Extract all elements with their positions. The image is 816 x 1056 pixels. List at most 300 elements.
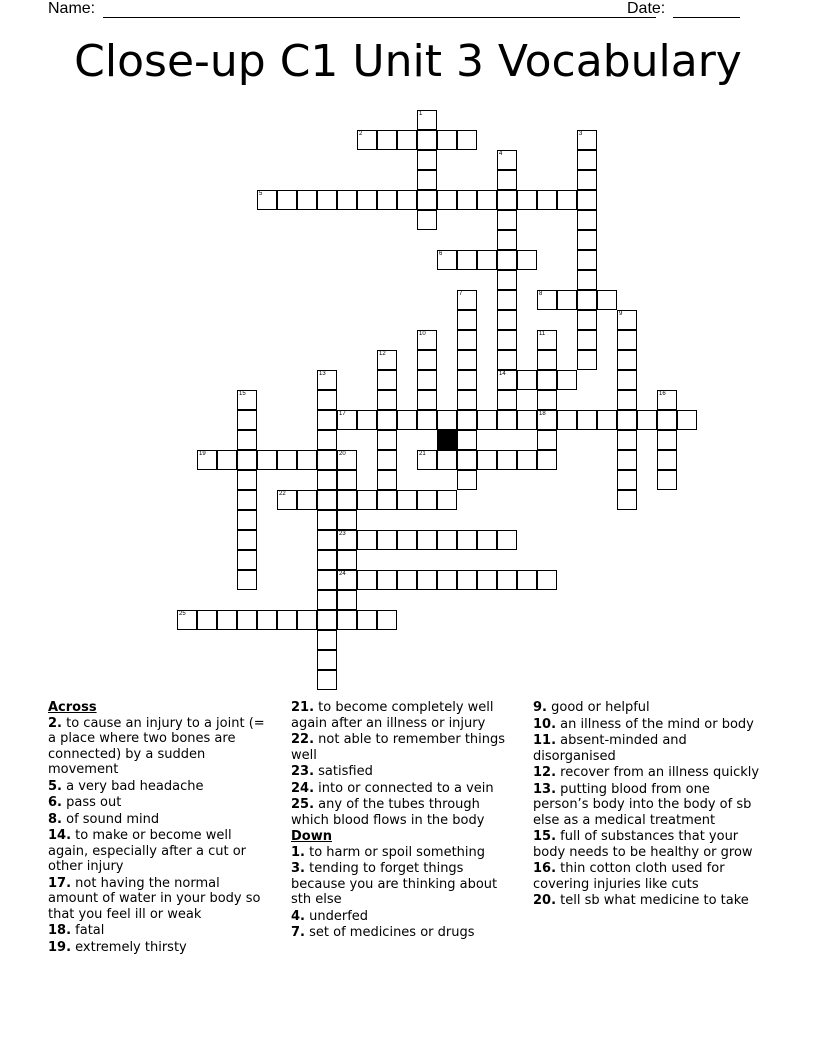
grid-cell[interactable]: [657, 390, 677, 410]
grid-cell[interactable]: [417, 450, 437, 470]
grid-cell[interactable]: [357, 530, 377, 550]
grid-cell[interactable]: [577, 210, 597, 230]
grid-cell[interactable]: [577, 330, 597, 350]
grid-cell[interactable]: [517, 450, 537, 470]
clue-number: 16.: [533, 861, 557, 876]
grid-cell[interactable]: [377, 390, 397, 410]
grid-cell[interactable]: [457, 390, 477, 410]
clues-column-2: [291, 700, 516, 942]
clue-text: set of medicines or drugs: [304, 925, 475, 940]
grid-cell[interactable]: [337, 410, 357, 430]
clue-across-25: [291, 797, 516, 828]
clue-across-5: [48, 779, 273, 795]
grid-cell[interactable]: [337, 490, 357, 510]
clue-down-12: [533, 765, 768, 781]
grid-cell[interactable]: [617, 470, 637, 490]
grid-cell[interactable]: [437, 490, 457, 510]
grid-cell[interactable]: [417, 490, 437, 510]
grid-cell[interactable]: [437, 250, 457, 270]
grid-cell[interactable]: [217, 610, 237, 630]
grid-cell[interactable]: [317, 390, 337, 410]
grid-cell[interactable]: [437, 190, 457, 210]
grid-cell[interactable]: [577, 150, 597, 170]
cell-number: 5: [259, 191, 263, 197]
grid-cell[interactable]: [317, 450, 337, 470]
grid-cell[interactable]: [317, 630, 337, 650]
cell-number: 23: [339, 531, 346, 537]
clues-column-3: [533, 700, 768, 910]
grid-cell[interactable]: [517, 410, 537, 430]
grid-cell[interactable]: [537, 330, 557, 350]
clue-number: 9.: [533, 700, 547, 715]
clue-text: absent-minded and disorganised: [533, 733, 687, 764]
clue-text: not having the normal amount of water in your body so that you feel ill or weak: [48, 875, 261, 922]
grid-cell[interactable]: [237, 410, 257, 430]
grid-cell[interactable]: [577, 310, 597, 330]
clue-down-11: [533, 733, 768, 764]
clue-number: 10.: [533, 716, 557, 732]
grid-cell[interactable]: [317, 490, 337, 510]
cell-number: 20: [339, 451, 346, 457]
grid-cell[interactable]: [537, 390, 557, 410]
across-heading: Across: [48, 700, 97, 715]
grid-cell[interactable]: [337, 190, 357, 210]
cell-number: 19: [199, 451, 206, 457]
grid-cell[interactable]: [617, 490, 637, 510]
grid-cell[interactable]: [677, 410, 697, 430]
grid-cell[interactable]: [457, 290, 477, 310]
grid-cell[interactable]: [277, 490, 297, 510]
clue-across-17: [48, 876, 273, 923]
grid-cell[interactable]: [417, 150, 437, 170]
grid-cell[interactable]: [337, 550, 357, 570]
grid-cell[interactable]: [317, 570, 337, 590]
cell-number: 21: [419, 451, 426, 457]
cell-number: 25: [179, 611, 186, 617]
grid-cell[interactable]: [417, 530, 437, 550]
grid-cell[interactable]: [497, 390, 517, 410]
clue-number: 6.: [48, 795, 62, 810]
cell-number: 16: [659, 391, 666, 397]
grid-cell[interactable]: [577, 130, 597, 150]
clue-number: 8.: [48, 811, 62, 827]
cell-number: 24: [339, 571, 346, 577]
clue-across-14: [48, 828, 273, 875]
cell-number: 9: [619, 311, 623, 317]
grid-cell[interactable]: [237, 470, 257, 490]
grid-cell[interactable]: [317, 530, 337, 550]
grid-cell[interactable]: [237, 570, 257, 590]
grid-cell[interactable]: [477, 570, 497, 590]
grid-cell[interactable]: [617, 450, 637, 470]
clue-text: to make or become well again, especially after a cut or other injury: [48, 828, 246, 874]
grid-cell[interactable]: [617, 370, 637, 390]
grid-cell[interactable]: [597, 290, 617, 310]
grid-cell[interactable]: [537, 350, 557, 370]
grid-cell[interactable]: [457, 310, 477, 330]
grid-cell[interactable]: [257, 450, 277, 470]
clue-number: 3.: [291, 861, 305, 876]
clue-number: 5.: [48, 778, 62, 794]
clue-text: recover from an illness quickly: [556, 765, 760, 780]
clue-number: 2.: [48, 715, 62, 731]
clue-text: good or helpful: [546, 700, 650, 715]
grid-cell[interactable]: [317, 470, 337, 490]
grid-cell[interactable]: [477, 450, 497, 470]
grid-cell[interactable]: [657, 430, 677, 450]
clue-text: not able to remember things well: [291, 732, 506, 763]
grid-cell[interactable]: [457, 470, 477, 490]
grid-cell[interactable]: [617, 410, 637, 430]
grid-cell[interactable]: [497, 330, 517, 350]
cell-number: 6: [439, 251, 443, 257]
cell-number: 18: [539, 411, 546, 417]
grid-cell[interactable]: [537, 450, 557, 470]
grid-cell[interactable]: [637, 410, 657, 430]
grid-cell[interactable]: [557, 370, 577, 390]
clue-text: into or connected to a vein: [314, 780, 494, 796]
clue-across-19: [48, 940, 273, 956]
grid-cell[interactable]: [497, 370, 517, 390]
grid-cell[interactable]: [497, 290, 517, 310]
grid-cell[interactable]: [417, 110, 437, 130]
grid-cell[interactable]: [577, 410, 597, 430]
clue-text: an illness of the mind or body: [556, 716, 754, 732]
clue-text: any of the tubes through which blood flows in the body: [291, 797, 485, 828]
grid-cell[interactable]: [537, 290, 557, 310]
grid-cell[interactable]: [517, 570, 537, 590]
grid-cell[interactable]: [497, 250, 517, 270]
grid-cell[interactable]: [537, 570, 557, 590]
grid-cell[interactable]: [437, 570, 457, 590]
grid-cell[interactable]: [397, 490, 417, 510]
grid-cell[interactable]: [557, 190, 577, 210]
clue-number: 19.: [48, 939, 72, 955]
grid-cell[interactable]: [397, 130, 417, 150]
grid-cell[interactable]: [577, 250, 597, 270]
block-cell: [437, 430, 457, 450]
grid-cell[interactable]: [237, 390, 257, 410]
cell-number: 22: [279, 491, 286, 497]
cell-number: 13: [319, 371, 326, 377]
grid-cell[interactable]: [617, 350, 637, 370]
clue-text: a very bad headache: [61, 778, 204, 794]
grid-cell[interactable]: [277, 610, 297, 630]
clue-text: tell sb what medicine to take: [556, 893, 749, 908]
clue-down-7: [291, 925, 516, 941]
grid-cell[interactable]: [337, 450, 357, 470]
grid-cell[interactable]: [417, 390, 437, 410]
grid-cell[interactable]: [417, 130, 437, 150]
grid-cell[interactable]: [237, 450, 257, 470]
grid-cell[interactable]: [337, 470, 357, 490]
grid-cell[interactable]: [497, 310, 517, 330]
clue-number: 22.: [291, 732, 315, 747]
grid-cell[interactable]: [537, 190, 557, 210]
clues-column-1: [48, 700, 273, 956]
clue-number: 14.: [48, 828, 72, 843]
grid-cell[interactable]: [477, 410, 497, 430]
cell-number: 7: [459, 291, 463, 297]
grid-cell[interactable]: [397, 190, 417, 210]
grid-cell[interactable]: [657, 410, 677, 430]
clue-text: thin cotton cloth used for covering injuries like cuts: [533, 861, 725, 892]
clue-text: tending to forget things because you are thinking about sth else: [291, 861, 498, 907]
grid-cell[interactable]: [617, 330, 637, 350]
grid-cell[interactable]: [497, 270, 517, 290]
grid-cell[interactable]: [457, 330, 477, 350]
grid-cell[interactable]: [317, 370, 337, 390]
grid-cell[interactable]: [337, 530, 357, 550]
grid-cell[interactable]: [497, 210, 517, 230]
grid-cell[interactable]: [377, 130, 397, 150]
clue-down-10: [533, 717, 768, 733]
clue-number: 18.: [48, 923, 72, 938]
clue-number: 23.: [291, 764, 315, 779]
grid-cell[interactable]: [497, 570, 517, 590]
grid-cell[interactable]: [457, 570, 477, 590]
grid-cell[interactable]: [397, 410, 417, 430]
grid-cell[interactable]: [197, 450, 217, 470]
grid-cell[interactable]: [317, 550, 337, 570]
clue-text: satisfied: [314, 764, 373, 779]
grid-cell[interactable]: [317, 430, 337, 450]
grid-cell[interactable]: [357, 610, 377, 630]
down-heading: Down: [291, 829, 332, 844]
grid-cell[interactable]: [477, 530, 497, 550]
grid-cell[interactable]: [237, 610, 257, 630]
cell-number: 4: [499, 151, 503, 157]
clue-text: extremely thirsty: [71, 939, 187, 955]
grid-cell[interactable]: [657, 450, 677, 470]
grid-cell[interactable]: [237, 550, 257, 570]
clue-number: 4.: [291, 908, 305, 924]
clue-number: 21.: [291, 700, 315, 715]
grid-cell[interactable]: [297, 190, 317, 210]
grid-cell[interactable]: [517, 190, 537, 210]
grid-cell[interactable]: [377, 530, 397, 550]
clue-number: 12.: [533, 765, 557, 780]
date-label: Date:: [627, 0, 666, 17]
cell-number: 15: [239, 391, 246, 397]
grid-cell[interactable]: [357, 570, 377, 590]
grid-cell[interactable]: [457, 250, 477, 270]
grid-cell[interactable]: [337, 610, 357, 630]
grid-cell[interactable]: [237, 530, 257, 550]
grid-cell[interactable]: [377, 410, 397, 430]
grid-cell[interactable]: [577, 350, 597, 370]
clue-down-4: [291, 909, 516, 925]
clue-down-15: [533, 829, 768, 860]
grid-cell[interactable]: [277, 450, 297, 470]
grid-cell[interactable]: [417, 170, 437, 190]
grid-cell[interactable]: [497, 450, 517, 470]
grid-cell[interactable]: [457, 370, 477, 390]
grid-cell[interactable]: [337, 590, 357, 610]
grid-cell[interactable]: [497, 170, 517, 190]
grid-cell[interactable]: [397, 570, 417, 590]
grid-cell[interactable]: [577, 270, 597, 290]
grid-cell[interactable]: [517, 250, 537, 270]
grid-cell[interactable]: [457, 190, 477, 210]
clue-across-8: [48, 812, 273, 828]
grid-cell[interactable]: [557, 410, 577, 430]
grid-cell[interactable]: [237, 490, 257, 510]
grid-cell[interactable]: [377, 490, 397, 510]
clue-text: pass out: [61, 795, 122, 810]
clue-text: fatal: [71, 923, 105, 938]
grid-cell[interactable]: [377, 350, 397, 370]
grid-cell[interactable]: [197, 610, 217, 630]
grid-cell[interactable]: [437, 410, 457, 430]
clue-down-1: [291, 845, 516, 861]
clue-across-22: [291, 732, 516, 763]
clue-text: underfed: [304, 908, 369, 924]
clue-down-3: [291, 861, 516, 908]
clue-text: putting blood from one person’s body into the body of sb else as a medical treatment: [533, 781, 752, 828]
clue-text: to harm or spoil something: [304, 844, 486, 860]
grid-cell[interactable]: [397, 530, 417, 550]
grid-cell[interactable]: [557, 290, 577, 310]
grid-cell[interactable]: [257, 190, 277, 210]
grid-cell[interactable]: [337, 510, 357, 530]
grid-cell[interactable]: [497, 190, 517, 210]
clue-number: 17.: [48, 875, 72, 891]
grid-cell[interactable]: [537, 410, 557, 430]
grid-cell[interactable]: [237, 510, 257, 530]
cell-number: 3: [579, 131, 583, 137]
clue-text: to cause an injury to a joint (= a place where two bones are connected) by a sudden movement: [48, 715, 265, 777]
grid-cell[interactable]: [337, 570, 357, 590]
grid-cell[interactable]: [577, 290, 597, 310]
grid-cell[interactable]: [597, 410, 617, 430]
grid-cell[interactable]: [257, 610, 277, 630]
cell-number: 8: [539, 291, 543, 297]
grid-cell[interactable]: [417, 410, 437, 430]
grid-cell[interactable]: [517, 370, 537, 390]
cell-number: 17: [339, 411, 346, 417]
grid-cell[interactable]: [617, 430, 637, 450]
grid-cell[interactable]: [417, 570, 437, 590]
grid-cell[interactable]: [217, 450, 237, 470]
grid-cell[interactable]: [417, 330, 437, 350]
grid-cell[interactable]: [317, 670, 337, 690]
grid-cell[interactable]: [317, 510, 337, 530]
grid-cell[interactable]: [417, 210, 437, 230]
cell-number: 2: [359, 131, 363, 137]
cell-number: 11: [539, 331, 546, 337]
grid-cell[interactable]: [657, 470, 677, 490]
grid-cell[interactable]: [277, 190, 297, 210]
clue-down-16: [533, 861, 768, 892]
clue-down-9: [533, 700, 768, 716]
grid-cell[interactable]: [477, 190, 497, 210]
grid-cell[interactable]: [317, 410, 337, 430]
clue-across-21: [291, 700, 516, 731]
grid-cell[interactable]: [497, 410, 517, 430]
clue-down-20: [533, 893, 768, 909]
grid-cell[interactable]: [377, 190, 397, 210]
grid-cell[interactable]: [417, 350, 437, 370]
grid-cell[interactable]: [457, 410, 477, 430]
grid-cell[interactable]: [477, 250, 497, 270]
grid-cell[interactable]: [297, 610, 317, 630]
clue-across-18: [48, 923, 273, 939]
grid-cell[interactable]: [237, 430, 257, 450]
grid-cell[interactable]: [617, 310, 637, 330]
grid-cell[interactable]: [537, 370, 557, 390]
grid-cell[interactable]: [377, 430, 397, 450]
grid-cell[interactable]: [377, 610, 397, 630]
grid-cell[interactable]: [377, 370, 397, 390]
grid-cell[interactable]: [577, 170, 597, 190]
grid-cell[interactable]: [417, 190, 437, 210]
grid-cell[interactable]: [497, 230, 517, 250]
cell-number: 1: [419, 111, 423, 117]
grid-cell[interactable]: [317, 610, 337, 630]
grid-cell[interactable]: [177, 610, 197, 630]
clue-number: 15.: [533, 829, 557, 844]
grid-cell[interactable]: [417, 370, 437, 390]
cell-number: 14: [499, 371, 506, 377]
grid-cell[interactable]: [377, 450, 397, 470]
clue-number: 24.: [291, 780, 315, 796]
grid-cell[interactable]: [357, 190, 377, 210]
grid-cell[interactable]: [437, 450, 457, 470]
grid-cell[interactable]: [297, 450, 317, 470]
grid-cell[interactable]: [377, 570, 397, 590]
grid-cell[interactable]: [457, 430, 477, 450]
grid-cell[interactable]: [497, 150, 517, 170]
clue-number: 1.: [291, 844, 305, 860]
grid-cell[interactable]: [577, 230, 597, 250]
clue-number: 25.: [291, 797, 315, 812]
grid-cell[interactable]: [297, 490, 317, 510]
grid-cell[interactable]: [457, 450, 477, 470]
clue-across-23: [291, 764, 516, 780]
puzzle-title: Close-up C1 Unit 3 Vocabulary: [74, 36, 742, 87]
name-label: Name:: [48, 0, 96, 17]
cell-number: 10: [419, 331, 426, 337]
grid-cell[interactable]: [317, 650, 337, 670]
clue-across-6: [48, 795, 273, 811]
grid-cell[interactable]: [437, 530, 457, 550]
grid-cell[interactable]: [577, 190, 597, 210]
clue-text: to become completely well again after an illness or injury: [291, 700, 494, 731]
grid-cell[interactable]: [497, 350, 517, 370]
clue-down-13: [533, 782, 768, 829]
grid-cell[interactable]: [537, 430, 557, 450]
clue-number: 20.: [533, 893, 557, 908]
grid-cell[interactable]: [457, 130, 477, 150]
grid-cell[interactable]: [357, 490, 377, 510]
grid-cell[interactable]: [357, 410, 377, 430]
clue-number: 7.: [291, 925, 305, 940]
cell-number: 12: [379, 351, 386, 357]
grid-cell[interactable]: [457, 350, 477, 370]
grid-cell[interactable]: [317, 590, 337, 610]
grid-cell[interactable]: [357, 130, 377, 150]
grid-cell[interactable]: [457, 530, 477, 550]
grid-cell[interactable]: [617, 390, 637, 410]
clue-across-2: [48, 716, 273, 778]
clue-text: of sound mind: [61, 811, 160, 827]
grid-cell[interactable]: [377, 470, 397, 490]
grid-cell[interactable]: [497, 530, 517, 550]
grid-cell[interactable]: [437, 130, 457, 150]
clue-number: 11.: [533, 733, 557, 748]
grid-cell[interactable]: [317, 190, 337, 210]
